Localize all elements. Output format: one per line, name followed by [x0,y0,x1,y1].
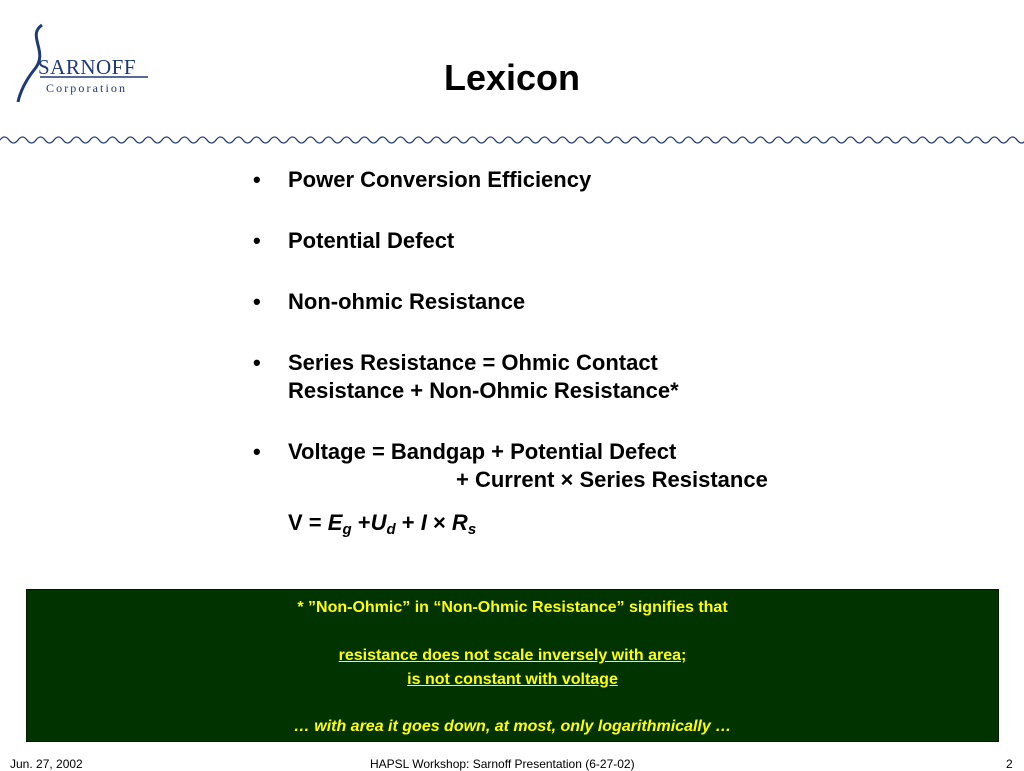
bullet-text-line2: + Current × Series Resistance [456,467,768,492]
bullet-item-series-resistance [248,349,868,405]
bullet-item-non-ohmic [248,288,868,316]
formula-i: I [420,510,427,535]
bullet-dot: • [253,350,261,375]
voltage-formula [248,509,868,537]
formula-plus1: + [351,510,371,535]
footer-date: Jun. 27, 2002 [10,757,83,771]
formula-ud: U [370,510,387,535]
footnote-line1: * ”Non-Ohmic” in “Non-Ohmic Resistance” signifies that [297,599,728,616]
formula-eg-sub: g [342,521,352,538]
footnote-line2 [27,646,998,666]
bullet-text: Potential Defect [288,228,455,253]
bullet-item-potential-defect [248,227,868,255]
footer-page-number: 2 [1006,757,1013,771]
formula-times: × [426,510,452,535]
formula-plus2: + [395,510,421,535]
bullet-dot: • [253,228,261,253]
wavy-divider [0,131,1024,149]
bullet-item-voltage [248,438,868,494]
footnote-line4-text: … with area it goes down, at most, only logarithmically … [293,718,732,735]
footnote-line2-suffix: ; [681,647,687,664]
footnote-line2-underlined: resistance does not scale inversely with area [338,647,682,664]
bullet-text-line1: Voltage = Bandgap + Potential Defect [288,439,677,464]
footnote-line3 [27,670,998,690]
logo-name: SARNOFF [38,55,137,79]
formula-rs: R [451,510,468,535]
bullet-list [248,166,868,537]
slide-title: Lexicon [443,57,581,98]
bullet-item-power-conversion [248,166,868,194]
footer-center: HAPSL Workshop: Sarnoff Presentation (6-27-02) [370,757,635,771]
bullet-dot: • [253,289,261,314]
bullet-dot: • [253,167,261,192]
bullet-text-line1: Series Resistance = Ohmic Contact [288,350,658,375]
logo-subtitle: Corporation [46,81,128,95]
formula-lhs: V = [288,510,328,535]
bullet-text: Power Conversion Efficiency [288,167,592,192]
footnote-line3-underlined: is not constant with voltage [407,671,618,688]
footnote-box [26,589,999,742]
formula-rs-sub: s [467,521,477,538]
bullet-text-line2: Resistance + Non-Ohmic Resistance* [288,378,679,403]
formula-eg: E [327,510,343,535]
bullet-dot: • [253,439,261,464]
bullet-text: Non-ohmic Resistance [288,289,526,314]
footnote-line4 [27,717,998,737]
formula-ud-sub: d [386,521,396,538]
